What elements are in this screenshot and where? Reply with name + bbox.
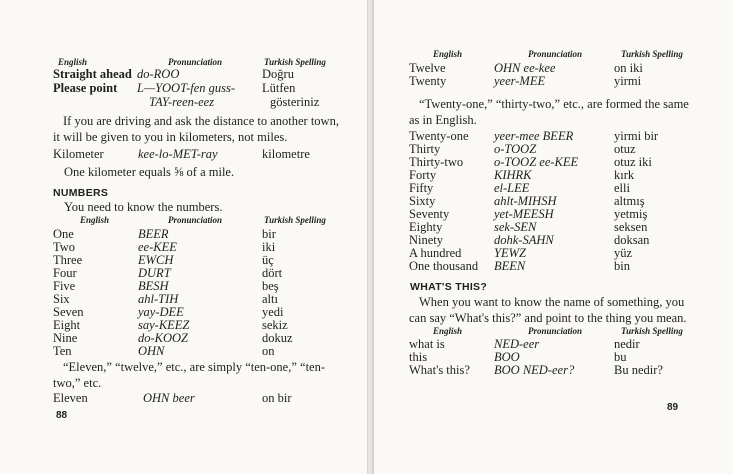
turkish-cell: seksen (614, 220, 648, 234)
pronunciation-cell: ahlt-MIHSH (494, 194, 557, 208)
english-cell: Forty (409, 168, 437, 182)
pronunciation-cell: BOO NED-eer? (494, 363, 575, 377)
page-number-right: 89 (667, 402, 679, 413)
turkish-cell: on iki (614, 61, 643, 75)
turkish-cell: yetmiş (614, 207, 648, 221)
turkish-cell: dokuz (262, 331, 293, 345)
pronunciation-cell: el-LEE (494, 181, 530, 195)
eleven-paragraph (53, 359, 353, 391)
english-cell: Seventy (409, 207, 450, 221)
pronunciation-cell: BOO (494, 350, 520, 364)
turkish-cell: Bu nedir? (614, 363, 663, 377)
paragraph-line: When you want to know the name of something, you (419, 295, 685, 309)
turkish-cell: doksan (614, 233, 650, 247)
turkish-cell: üç (262, 253, 274, 267)
kilometer-note: One kilometer equals ⅝ of a mile. (64, 165, 235, 179)
english-cell: One (53, 227, 74, 241)
paragraph-line: If you are driving and ask the distance to another town, (63, 114, 339, 128)
english-cell: Please point (53, 81, 118, 95)
english-cell: Twenty-one (409, 129, 469, 143)
pronunciation-cell: BESH (138, 279, 169, 293)
english-cell: Two (53, 240, 76, 254)
pronunciation-cell: do-ROO (137, 67, 180, 81)
column-header-english: English (80, 215, 110, 225)
pronunciation-cell: ee-KEE (138, 240, 177, 254)
column-header-pronunciation: Pronunciation (168, 215, 223, 225)
english-cell: Kilometer (53, 147, 104, 161)
turkish-cell: Lütfen (262, 81, 296, 95)
english-cell: what is (409, 337, 445, 351)
english-cell: A hundred (409, 246, 462, 260)
numbers-intro: You need to know the numbers. (64, 200, 223, 214)
pronunciation-cell: sek-SEN (494, 220, 537, 234)
pronunciation-cell: TAY-reen-eez (149, 95, 215, 109)
pronunciation-cell: o-TOOZ ee-KEE (494, 155, 579, 169)
english-cell: Thirty-two (409, 155, 464, 169)
english-cell: Ninety (409, 233, 444, 247)
turkish-cell: gösteriniz (270, 95, 320, 109)
turkish-cell: kırk (614, 168, 635, 182)
page-number-left: 88 (56, 410, 68, 421)
english-cell: Sixty (409, 194, 436, 208)
pronunciation-cell: say-KEEZ (138, 318, 190, 332)
turkish-cell: yirmi (614, 74, 642, 88)
turkish-cell: beş (262, 279, 279, 293)
turkish-cell: otuz (614, 142, 636, 156)
turkish-cell: kilometre (262, 147, 310, 161)
kilometer-paragraph (53, 113, 353, 145)
pronunciation-cell: OHN (138, 344, 165, 358)
turkish-cell: on bir (262, 391, 292, 405)
pronunciation-cell: o-TOOZ (494, 142, 537, 156)
english-cell: Nine (53, 331, 78, 345)
paragraph-line: can say “What's this?” and point to the thing you mean. (409, 311, 687, 325)
pronunciation-cell: L—YOOT-fen guss- (137, 81, 236, 95)
paragraph-line: it will be given to you in kilometers, not miles. (53, 130, 288, 144)
turkish-cell: dört (262, 266, 283, 280)
column-header-english: English (58, 57, 88, 67)
turkish-cell: sekiz (262, 318, 288, 332)
english-cell: Eight (53, 318, 81, 332)
english-cell: Twelve (409, 61, 446, 75)
column-header-turkish: Turkish Spelling (621, 326, 683, 336)
english-cell: Eleven (53, 391, 88, 405)
pronunciation-cell: OHN beer (143, 391, 195, 405)
pronunciation-cell: do-KOOZ (138, 331, 189, 345)
turkish-cell: yüz (614, 246, 633, 260)
paragraph-line: as in English. (409, 113, 477, 127)
turkish-cell: iki (262, 240, 276, 254)
whats-this-heading: WHAT'S THIS? (410, 281, 488, 293)
pronunciation-cell: EWCH (138, 253, 174, 267)
english-cell: Four (53, 266, 77, 280)
column-header-pronunciation: Pronunciation (528, 49, 583, 59)
pronunciation-cell: ahl-TIH (138, 292, 179, 306)
column-header-pronunciation: Pronunciation (168, 57, 223, 67)
pronunciation-cell: yay-DEE (138, 305, 184, 319)
turkish-cell: altmış (614, 194, 645, 208)
english-cell: Eighty (409, 220, 443, 234)
english-cell: One thousand (409, 259, 479, 273)
pronunciation-cell: yet-MEESH (494, 207, 554, 221)
book-gutter (367, 0, 374, 474)
turkish-cell: bu (614, 350, 627, 364)
column-header-pronunciation: Pronunciation (528, 326, 583, 336)
right-page (374, 0, 733, 474)
turkish-cell: nedir (614, 337, 640, 351)
pronunciation-cell: DURT (138, 266, 171, 280)
twenty-paragraph (409, 96, 709, 128)
english-cell: Thirty (409, 142, 441, 156)
english-cell: Ten (53, 344, 72, 358)
turkish-cell: elli (614, 181, 630, 195)
column-header-english: English (433, 49, 463, 59)
turkish-cell: otuz iki (614, 155, 652, 169)
pronunciation-cell: BEER (138, 227, 169, 241)
turkish-cell: yirmi bir (614, 129, 659, 143)
english-cell: What's this? (409, 363, 470, 377)
english-cell: Seven (53, 305, 84, 319)
column-header-turkish: Turkish Spelling (621, 49, 683, 59)
column-header-english: English (433, 326, 463, 336)
pronunciation-cell: YEWZ (494, 246, 526, 260)
pronunciation-cell: BEEN (494, 259, 526, 273)
pronunciation-cell: yeer-mee BEER (494, 129, 574, 143)
pronunciation-cell: kee-lo-MET-ray (138, 147, 218, 161)
english-cell: Straight ahead (53, 67, 132, 81)
english-cell: this (409, 350, 428, 364)
paragraph-line: “Twenty-one,” “thirty-two,” etc., are formed the same (419, 97, 689, 111)
turkish-cell: Doğru (262, 67, 294, 81)
whats-this-paragraph (409, 294, 724, 326)
numbers-heading: NUMBERS (53, 187, 109, 199)
pronunciation-cell: NED-eer (494, 337, 540, 351)
column-header-turkish: Turkish Spelling (264, 215, 326, 225)
turkish-cell: altı (262, 292, 278, 306)
english-cell: Three (53, 253, 83, 267)
turkish-cell: bin (614, 259, 630, 273)
column-header-turkish: Turkish Spelling (264, 57, 326, 67)
pronunciation-cell: KIHRK (494, 168, 532, 182)
pronunciation-cell: OHN ee-kee (494, 61, 556, 75)
english-cell: Fifty (409, 181, 434, 195)
pronunciation-cell: yeer-MEE (494, 74, 546, 88)
turkish-cell: on (262, 344, 275, 358)
english-cell: Twenty (409, 74, 447, 88)
pronunciation-cell: dohk-SAHN (494, 233, 554, 247)
english-cell: Five (53, 279, 76, 293)
turkish-cell: bir (262, 227, 276, 241)
turkish-cell: yedi (262, 305, 284, 319)
english-cell: Six (53, 292, 70, 306)
paragraph-line: two,” etc. (53, 376, 102, 390)
paragraph-line: “Eleven,” “twelve,” etc., are simply “ten-one,” “ten- (63, 360, 326, 374)
